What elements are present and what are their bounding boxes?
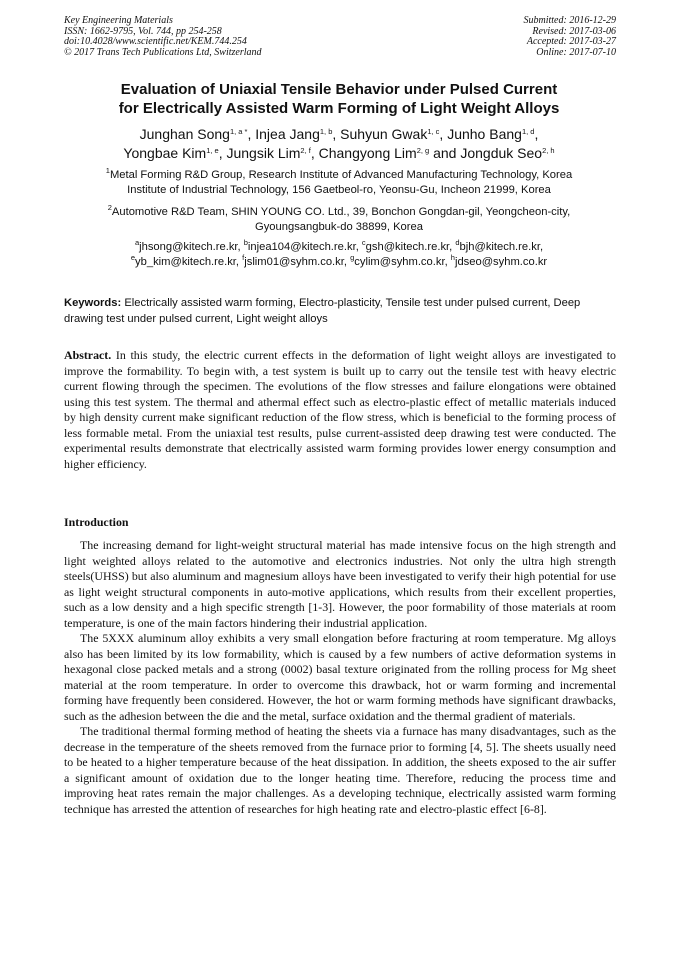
- paper-title: [40, 80, 638, 118]
- accepted-date: Accepted: 2017-03-27: [526, 36, 616, 48]
- email-line: $^e$yb_kim@kitech.re.kr, $^f$jslim01@syhm.co.kr, $^g$cylim@syhm.co.kr, $^h$jdseo@syhm.co.kr: [130, 253, 548, 268]
- author: Jungsik Lim$^{2, f}$,: [226, 144, 319, 161]
- email[interactable]: bjh@kitech.re.kr: [459, 241, 540, 253]
- introduction: [64, 538, 616, 817]
- paragraph: The increasing demand for light-weight structural material has made intensive focus on the high strength and light weighted alloys related to the automotive and electronics industries. Not only the ultra high strength steels(UHSS) but also aluminum and magnesium alloys have been investigated to verify their high potential for use as light weight structural components in auto-motive applications, which results from their excellent properties, such as a low density and a high specific strength [1-3]. However, the poor formability of those materials at room temperature, is one of the main factors hindering their industrial application.: [64, 538, 616, 630]
- author: Junghan Song$^{1, a *}$,: [139, 126, 256, 142]
- email-line: $^a$jhsong@kitech.re.kr, $^b$injea104@kitech.re.kr, $^c$gsh@kitech.re.kr, $^d$bjh@kitech.re.kr,: [134, 238, 544, 253]
- author: Injea Jang$^{1, b}$,: [255, 126, 341, 142]
- author-list: [40, 125, 638, 162]
- revised-date: Revised: 2017-03-06: [532, 25, 616, 37]
- abstract: [64, 348, 616, 472]
- keywords-label: Keywords:: [64, 297, 122, 309]
- abstract-label: Abstract.: [64, 348, 112, 362]
- journal-name: Key Engineering Materials: [64, 15, 173, 26]
- publication-dates: [524, 16, 617, 58]
- title-line: for Electrically Assisted Warm Forming of Light Weight Alloys: [118, 100, 560, 117]
- email[interactable]: gsh@kitech.re.kr: [365, 241, 450, 253]
- affiliation-1: $^1$Metal Forming R&D Group, Research Institute of Advanced Manufacturing Technology, Korea Institute of Industrial Technology, 156 Gaetbeol-ro, Yeonsu-Gu, Incheon 21999, Korea: [105, 166, 573, 196]
- author-line: [40, 125, 638, 144]
- email[interactable]: yb_kim@kitech.re.kr: [135, 256, 236, 268]
- author: Yongbae Kim$^{1, e}$,: [123, 144, 227, 161]
- email[interactable]: jdseo@syhm.co.kr: [454, 256, 548, 268]
- paragraph: The traditional thermal forming method of heating the sheets via a furnace has many disadvantages, such as the decrease in the temperature of the sheets removed from the furnace prior to forming [4, 5]. The sheets usually need to be heated to a higher temperature because of the heat dissipation. In addition, the sheets exposed to the air suffer a significant amount of oxidation due to the longer heating time. Therefore, reducing the process time and improving heat rates remain the major challenges. As a developing technique, electrically assisted warm forming technique has arrested the attention of researches for high heating rate and electro-plastic effect [6-8].: [64, 724, 616, 816]
- email[interactable]: injea104@kitech.re.kr: [247, 241, 356, 253]
- paragraph: The 5XXX aluminum alloy exhibits a very small elongation before fracturing at room temperature. Mg alloys also has been limited by its low formability, which is caused by a few numbers of active deformation systems in hexagonal close packed metals and a strong (0002) basal texture originated from the rolling process for Mg sheet material at the room temperature. In order to overcome this drawback, hot or warm forming and incremental forming have frequently been considered. However, the hot or warm forming methods have significant drawbacks, such as the adhesion between the die and the metal, surface oxidation and the thermal gradient of materials.: [64, 631, 616, 723]
- affiliation-2: $^2$Automotive R&D Team, SHIN YOUNG CO. Ltd., 39, Bonchon Gongdan-gil, Yeongcheon-city, Gyoungsangbuk-do 38899, Korea: [107, 203, 571, 233]
- email[interactable]: cylim@syhm.co.kr: [354, 256, 445, 268]
- keywords-text: Electrically assisted warm forming, Electro-plasticity, Tensile test under pulsed current, Deep drawing test under pulsed current, Light weight alloys: [64, 297, 581, 325]
- submitted-date: Submitted: 2016-12-29: [523, 15, 616, 26]
- keywords: [64, 295, 616, 327]
- email[interactable]: jhsong@kitech.re.kr: [139, 241, 238, 253]
- author: Jongduk Seo$^{2, h}$: [460, 144, 555, 161]
- author: Suhyun Gwak$^{1, c}$,: [340, 126, 448, 142]
- copyright: © 2017 Trans Tech Publications Ltd, Switzerland: [64, 46, 262, 58]
- author-line: [40, 144, 638, 163]
- doi: doi:10.4028/www.scientific.net/KEM.744.254: [64, 36, 247, 48]
- abstract-text: In this study, the electric current effects in the deformation of light weight alloys are investigated to improve the formability. To begin with, a test system is built up to carry out the tensile test with heavy electric current flowing through the specimen. The evolutions of the flow stresses and failure elongations were obtained using this test system. The thermal and athermal effect such as electro-plastic effect of metallic materials induced by high density current make significant reduction of the flow stress, which is beneficial to the forming process of less formable metal. From the uniaxial test results, pulse current-assisted deep drawing test were conducted. The experimental results demonstrate that electrically assisted warm forming provides lower energy consumption and higher efficiency.: [64, 348, 616, 471]
- online-date: Online: 2017-07-10: [536, 46, 616, 58]
- journal-info: [64, 16, 262, 58]
- section-heading: Introduction: [64, 515, 129, 529]
- author: Junho Bang$^{1, d}$,: [447, 126, 539, 142]
- issn: ISSN: 1662-9795, Vol. 744, pp 254-258: [64, 25, 222, 37]
- title-line: Evaluation of Uniaxial Tensile Behavior under Pulsed Current: [120, 81, 558, 98]
- email-list: [50, 240, 628, 270]
- email[interactable]: jslim01@syhm.co.kr: [244, 256, 344, 268]
- author: Changyong Lim$^{2, g}$ and: [318, 144, 461, 161]
